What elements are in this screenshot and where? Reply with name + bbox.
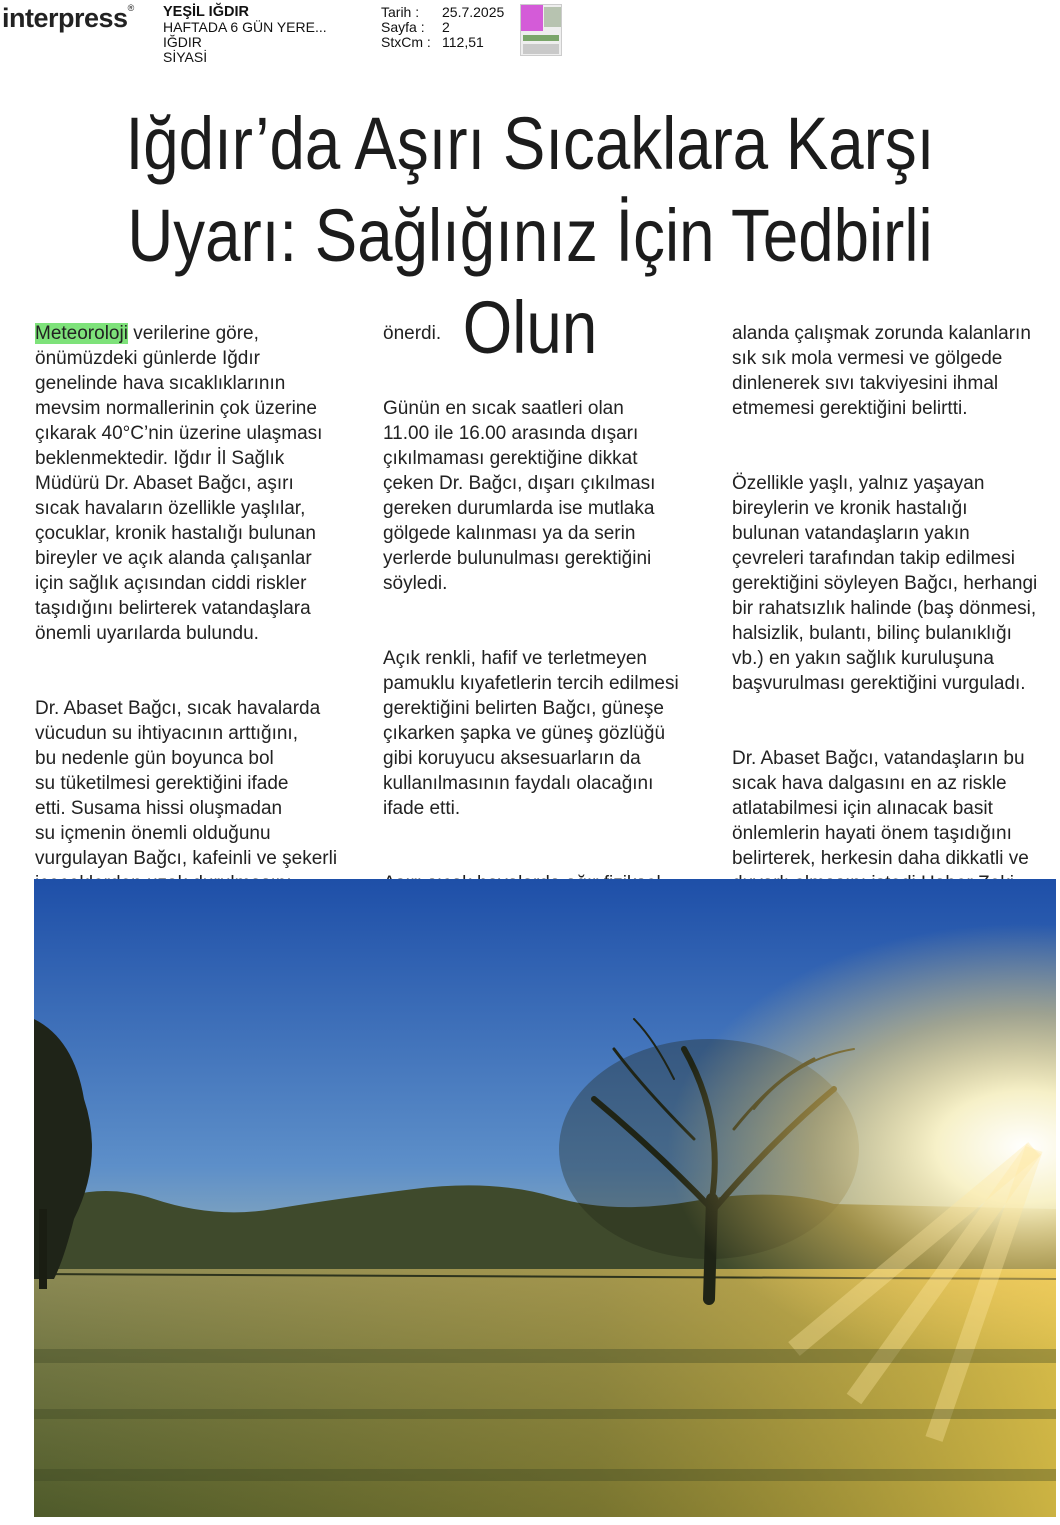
article-photo xyxy=(34,879,1056,1517)
stxcm-label: StxCm : xyxy=(381,34,431,50)
page-value: 2 xyxy=(442,19,450,35)
article-column-3 xyxy=(732,296,1060,971)
paragraph: önerdi. xyxy=(383,323,442,344)
stxcm-value: 112,51 xyxy=(442,34,484,50)
paragraph: Dr. Abaset Bağcı, sıcak havalarda vücudun su ihtiyacının arttığını, bu nedenle gün boyunca bol su tüketilmesi gerektiğini ifade etti. Susama hissi oluşmadan su içmenin önemli olduğunu vurgulayan Bağcı, kafeinli ve şekerli xyxy=(35,698,338,869)
headline-line-2: Uyarı: Sağlığınız İçin Tedbirli Olun xyxy=(127,194,933,369)
paragraph: Meteoroloji verilerine göre, önümüzdeki günlerde Iğdır genelinde hava sıcaklıklarının mevsim normallerinin çok üzerine çıkarak 40°C’nin üzerine ulaşması beklenmektedir. Iğdır İl Sağlık Müdürü Dr. Abaset Bağcı, aşırı sıcak havaların özellikle yaşlılar, çocuklar, kronik hastalığı bulunan bireyler ve açık alanda çalışanlar için sağlık açısından ciddi riskler taşıdığını belirterek vatandaşlara önemli uyarılarda bulundu. xyxy=(35,323,323,644)
publication-name: YEŞİL IĞDIR xyxy=(163,4,249,20)
highlighted-keyword: Meteoroloji xyxy=(35,323,128,344)
paragraph: alanda çalışmak zorunda kalanların sık sık mola vermesi ve gölgede dinlenerek sıvı takviyesini ihmal etmemesi gerektiğini belirtti. xyxy=(732,323,1031,419)
paragraph: Açık renkli, hafif ve terletmeyen pamuklu kıyafetlerin tercih edilmesi gerektiğini belirten Bağcı, güneşe çıkarken şapka ve güneş gözlüğü gibi koruyucu aksesuarların da kullanılmasının faydalı olacağını ifade etti. xyxy=(383,648,679,819)
interpress-logo: interpress® xyxy=(2,3,134,33)
page-label: Sayfa : xyxy=(381,19,425,35)
date-label: Tarih : xyxy=(381,4,420,20)
paragraph: Özellikle yaşlı, yalnız yaşayan bireylerin ve kronik hastalığı bulunan vatandaşların yakın çevreleri tarafından takip edilmesi gerektiğini söyleyen Bağcı, herhangi bir rahatsızlık halinde (baş dönmesi, halsizlik, bulantı, bilinç bulanıklığı vb.) en yakın sağlık kuruluşuna başvurulması gerektiğini vurguladı. xyxy=(732,473,1038,694)
paragraph: Dr. Abaset Bağcı, vatandaşların bu sıcak hava dalgasını en az riskle atlatabilmesi için alınacak basit önlemlerin hayati önem taşıdığını belirterek, herkesin daha dikkatli ve xyxy=(732,748,1029,869)
article-column-1 xyxy=(35,296,370,946)
paragraph: Günün en sıcak saatleri olan 11.00 ile 16.00 arasında dışarı çıkılmaması gerektiğine dikkat çeken Dr. Bağcı, dışarı çıkılması gereken durumlarda ise mutlaka gölgede kalınması ya da serin yerlerde bulunulması gerektiğini söyledi. xyxy=(383,398,656,594)
clipping-info xyxy=(381,5,504,50)
page-thumbnail[interactable] xyxy=(520,4,562,56)
publication-meta xyxy=(163,5,327,65)
publication-frequency: HAFTADA 6 GÜN YERE... xyxy=(163,19,327,35)
publication-category: SİYASİ xyxy=(163,49,208,65)
headline-line-1: Iğdır’da Aşırı Sıcaklara Karşı xyxy=(125,102,935,185)
date-value: 25.7.2025 xyxy=(442,4,505,20)
publication-city: IĞDIR xyxy=(163,34,202,50)
